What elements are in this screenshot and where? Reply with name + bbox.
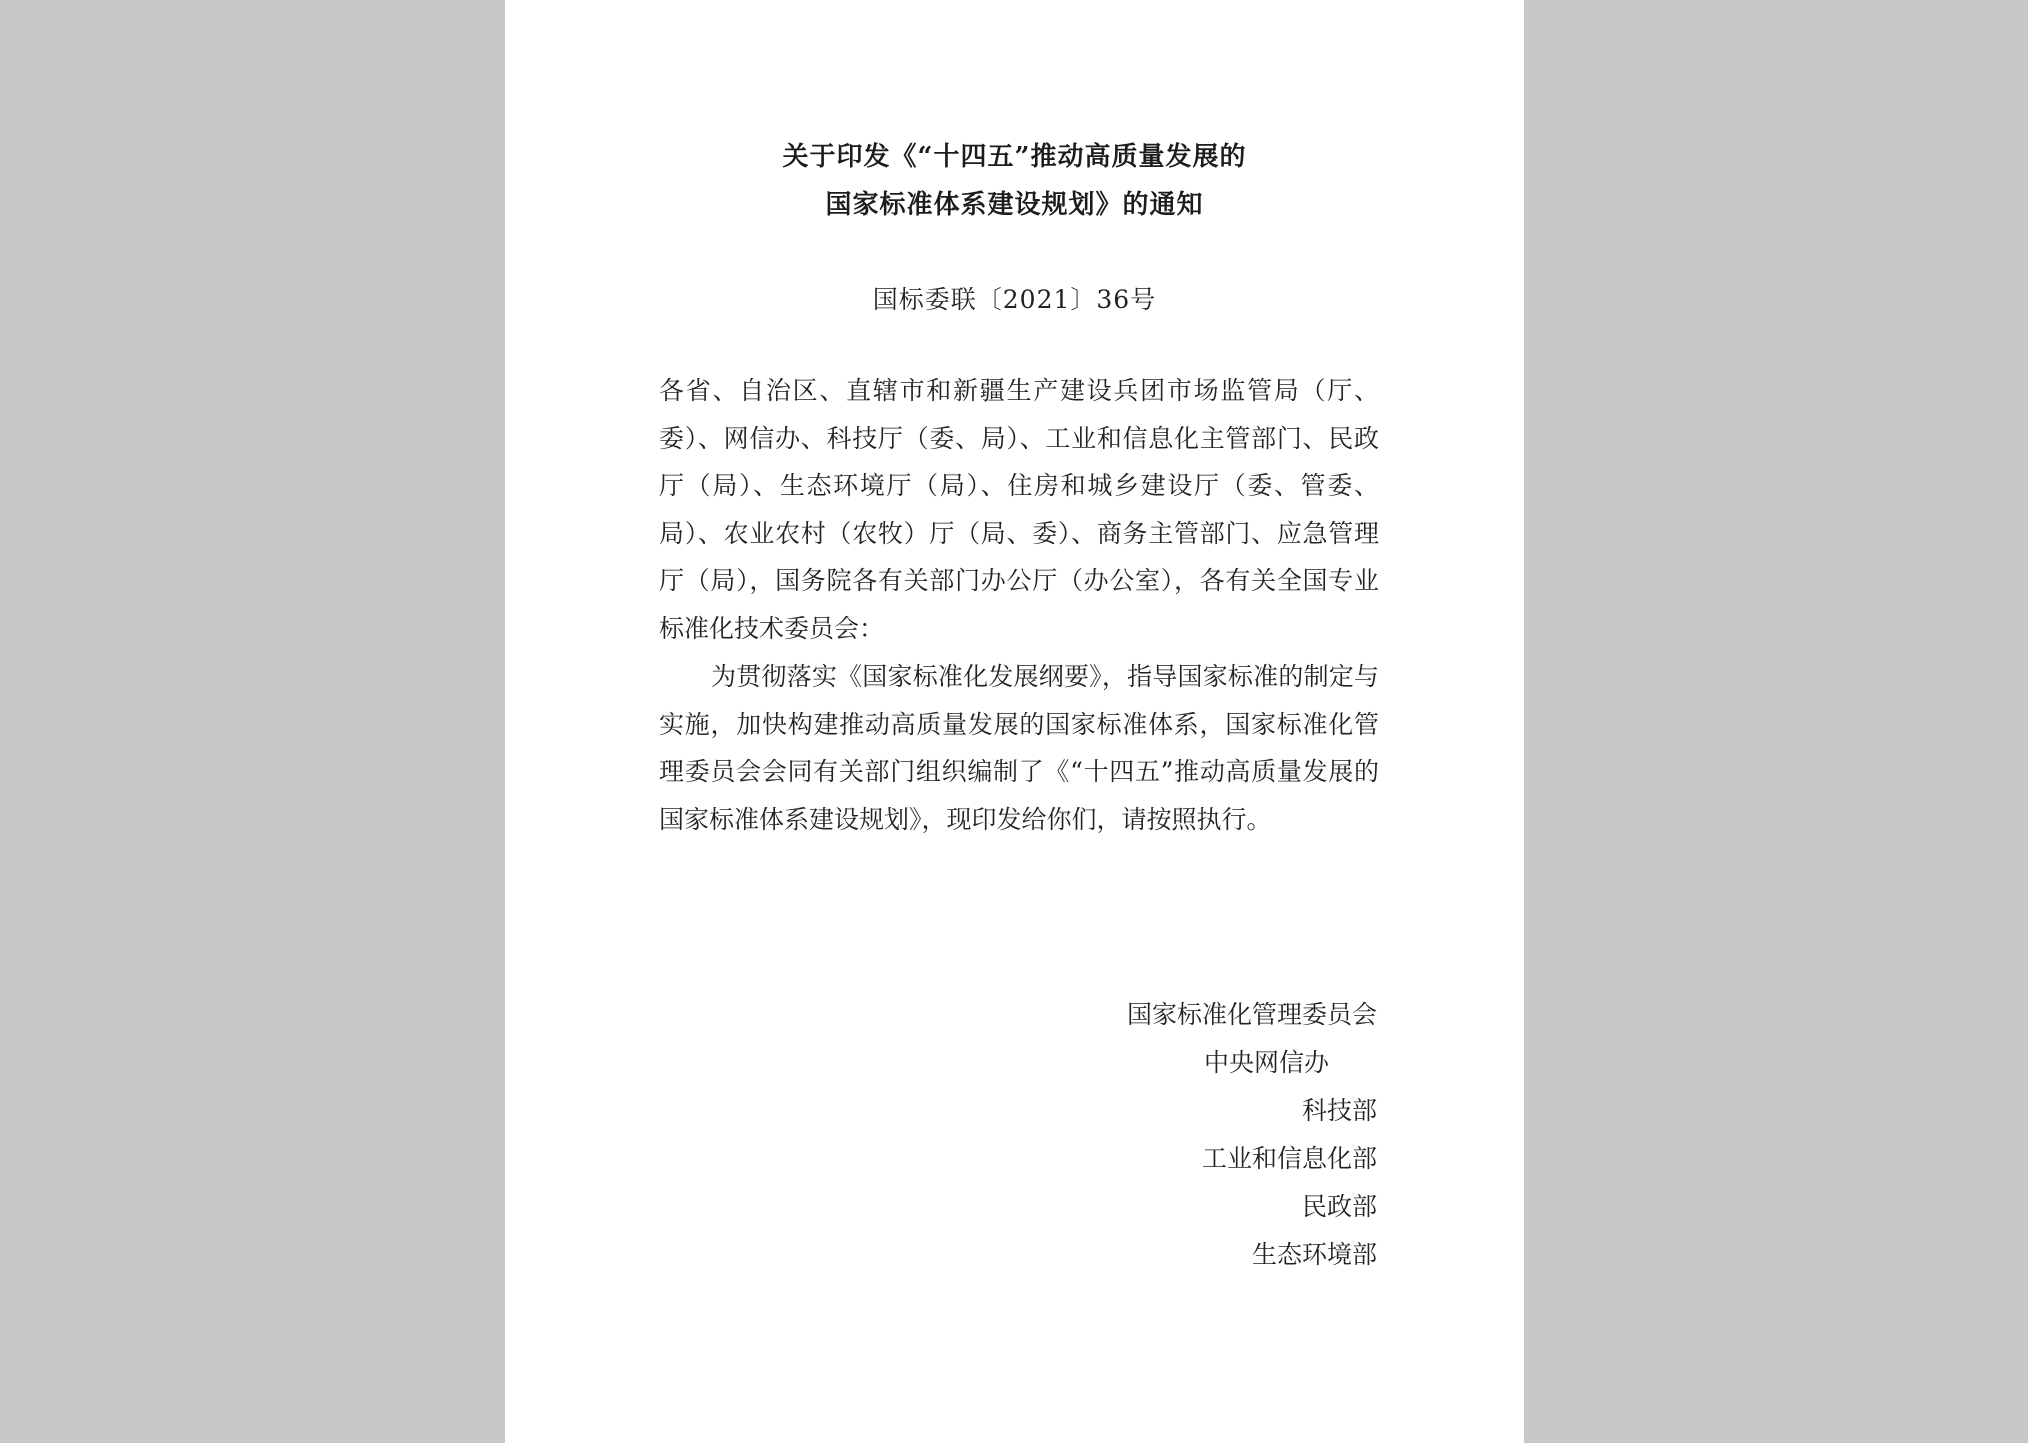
document-page bbox=[505, 0, 1524, 1443]
body-paragraph: 为贯彻落实《国家标准化发展纲要》，指导国家标准的制定与实施，加快构建推动高质量发展的国家标准体系，国家标准化管理委员会会同有关部门组织编制了《“十四五”推动高质量发展的国家标准体系建设规划》，现印发给你们，请按照执行。 bbox=[659, 662, 1379, 834]
signer-mee: 生态环境部 bbox=[1251, 1240, 1377, 1269]
signer-sac: 国家标准化管理委员会 bbox=[1126, 1000, 1377, 1029]
signer-cac: 中央网信办 bbox=[1203, 1048, 1329, 1077]
signer-miit: 工业和信息化部 bbox=[1201, 1144, 1377, 1173]
document-title-line-1: 关于印发《“十四五”推动高质量发展的 bbox=[782, 142, 1247, 172]
recipients-paragraph: 各省、自治区、直辖市和新疆生产建设兵团市场监管局（厅、委）、网信办、科技厅（委、局）、工业和信息化主管部门、民政厅（局）、生态环境厅（局）、住房和城乡建设厅（委、管委、局）、农业农村（农牧）厅（局、委）、商务主管部门、应急管理厅（局），国务院各有关部门办公厅（办公室），各有关全国专业标准化技术委员会： bbox=[659, 376, 1379, 643]
signers-block bbox=[659, 991, 1377, 1279]
signer-most: 科技部 bbox=[1301, 1096, 1377, 1125]
document-number: 国标委联〔2021〕36号 bbox=[872, 285, 1157, 314]
document-title-line-2: 国家标准体系建设规划》的通知 bbox=[825, 190, 1204, 220]
signer-mca: 民政部 bbox=[1301, 1192, 1377, 1221]
